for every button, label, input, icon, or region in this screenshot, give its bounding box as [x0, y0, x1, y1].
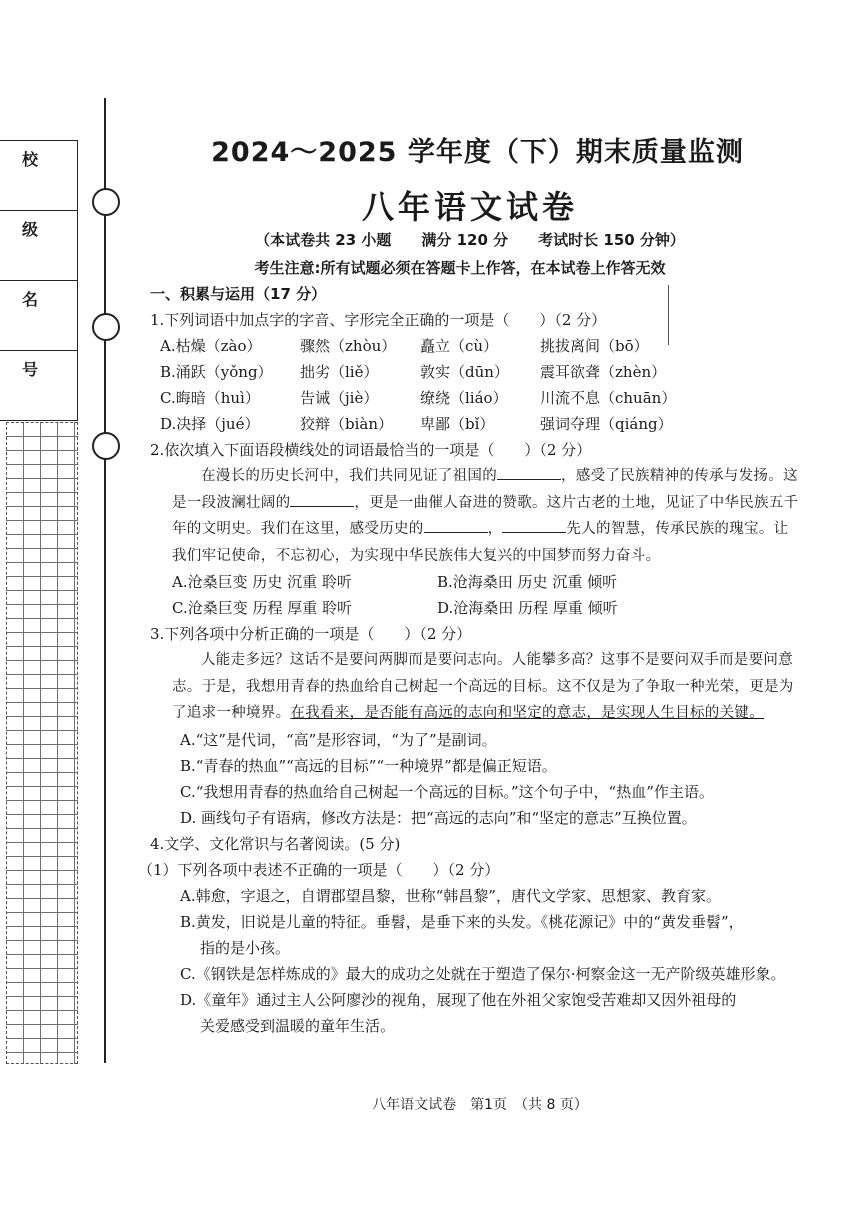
fill-blank [290, 492, 354, 507]
question-2-option-a: A.沧桑巨变 历史 沉重 聆听 [172, 573, 352, 591]
passage-text: ， [487, 521, 503, 537]
question-3-stem: 3.下列各项中分析正确的一项是（ ）（2 分） [150, 625, 472, 643]
name-label: 名 [22, 290, 39, 309]
school-label: 校 [22, 150, 39, 169]
option-text: D.《童年》通过主人公阿廖沙的视角，展现了他在外祖父家饱受苦难却又因外祖母的 [180, 990, 737, 1009]
question-2-stem: 2.依次填入下面语段横线处的词语最恰当的一项是（ ）（2 分） [150, 441, 592, 459]
option-word: 川流不息（chuān） [540, 389, 677, 407]
question-1-option-d [150, 411, 800, 437]
question-1-option-c [150, 385, 800, 411]
fill-blank [502, 518, 566, 533]
grade-label: 级 [22, 220, 39, 239]
fill-blank [497, 465, 561, 480]
option-word: 拙劣（liě） [300, 363, 379, 381]
option-word: 狡辩（biàn） [300, 415, 394, 433]
section-title: 一、积累与运用（17 分） [150, 285, 327, 303]
option-word: 骤然（zhòu） [300, 337, 397, 355]
question-2-option-b: B.沧海桑田 历史 沉重 倾听 [437, 573, 618, 591]
option-word: 震耳欲聋（zhèn） [540, 363, 667, 381]
exam-info: （本试卷共 23 小题 满分 120 分 考试时长 150 分钟） [255, 231, 685, 249]
option-word: 矗立（cù） [420, 337, 499, 355]
passage-text: 人能走多远？这话不是要问两脚而是要问志向。人能攀多高？这事不是要问双手而是要问意志。于是，我想用青春的热血给自己树起一个高远的目标。这不仅是为了争取一种光荣，更是为了追求一种境界。 [172, 652, 794, 721]
question-4-option-c: C.《钢铁是怎样炼成的》最大的成功之处就在于塑造了保尔·柯察金这一无产阶级英雄形象。 [180, 964, 786, 983]
option-word: 强词夺理（qiáng） [540, 415, 673, 433]
question-1-option-a [150, 333, 800, 359]
question-1-option-b [150, 359, 800, 385]
question-4-sub-1: （1）下列各项中表述不正确的一项是（ ）（2 分） [138, 860, 500, 879]
question-2-option-c: C.沧桑巨变 历程 厚重 聆听 [172, 599, 353, 617]
option-word: 缭绕（liáo） [420, 389, 508, 407]
option-word: 敦实（dūn） [420, 363, 509, 381]
option-word: B.涌跃（yǒng） [160, 363, 273, 381]
exam-content [138, 281, 800, 1039]
question-4-option-a: A.韩愈，字退之，自谓郡望昌黎，世称“韩昌黎”，唐代文学家、思想家、教育家。 [180, 886, 721, 905]
number-cell [0, 351, 78, 421]
question-3-option-a: A.“这”是代词，“高”是形容词，“为了”是副词。 [180, 730, 497, 749]
option-word: A.枯燥（zào） [160, 337, 262, 355]
exam-notice: 考生注意:所有试题必须在答题卡上作答，在本试卷上作答无效 [254, 259, 666, 277]
name-cell [0, 281, 78, 351]
question-3-option-d: D. 画线句子有语病，修改方法是：把“高远的志向”和“坚定的意志”互换位置。 [180, 808, 697, 827]
question-3-option-b: B.“青春的热血”“高远的目标”“一种境界”都是偏正短语。 [180, 756, 557, 775]
option-word: 告诫（jiè） [300, 389, 379, 407]
option-word: D.决择（jué） [160, 415, 260, 433]
fill-blank [424, 518, 488, 533]
question-2-options-row [150, 595, 800, 621]
question-4-option-b [150, 909, 800, 961]
passage-text: 先人的智慧，传承民族的瑰宝。让我们牢记使命，不忘初心，为实现中华民族伟大复兴的中国梦而努力奋斗。 [172, 521, 789, 564]
option-word: 挑拔离间（bō） [540, 337, 649, 355]
number-label: 号 [22, 360, 39, 379]
seat-number-grid [6, 422, 78, 1064]
question-2-option-d: D.沧海桑田 历程 厚重 倾听 [437, 599, 618, 617]
question-2-options-row [150, 569, 800, 595]
option-text: B.黄发，旧说是儿童的特征。垂髫，是垂下来的头发。《桃花源记》中的“黄发垂髫”， [180, 912, 744, 931]
passage-text: ，感受了民族精神的传承与发扬。这是一段波澜壮阔的 [172, 468, 798, 511]
passage-text: 在漫长的历史长河中，我们共同见证了祖国的 [201, 468, 497, 484]
question-4-stem: 4.文学、文化常识与名著阅读。(5 分) [150, 834, 401, 853]
binding-hole-icon [92, 432, 120, 460]
exam-title: 2024～2025 学年度（下）期末质量监测 [211, 137, 744, 168]
question-3-option-c: C.“我想用青春的热血给自己树起一个高远的目标。”这个句子中，“热血”作主语。 [180, 782, 714, 801]
passage-text: ，更是一曲催人奋进的赞歌。这片古老的土地，见证了中华民族五千年的文明史。我们在这里，感受历史的 [172, 494, 799, 537]
exam-subject: 八年语文试卷 [361, 188, 578, 226]
question-3-passage [150, 647, 800, 727]
page-footer: 八年语文试卷 第1页 （共 8 页） [372, 1097, 588, 1113]
question-4-option-d [150, 987, 800, 1039]
option-text: 指的是小孩。 [200, 938, 291, 957]
question-2-passage [150, 463, 800, 569]
question-1-stem: 1.下列词语中加点字的字音、字形完全正确的一项是（ ）（2 分） [150, 311, 607, 329]
option-text: 关爱感受到温暖的童年生活。 [200, 1016, 396, 1035]
binding-hole-icon [92, 313, 120, 341]
option-word: 卑鄙（bǐ） [420, 415, 495, 433]
underlined-sentence: 在我看来，是否能有高远的志向和坚定的意志，是实现人生目标的关键。 [290, 705, 765, 721]
option-word: C.晦暗（huì） [160, 389, 260, 407]
